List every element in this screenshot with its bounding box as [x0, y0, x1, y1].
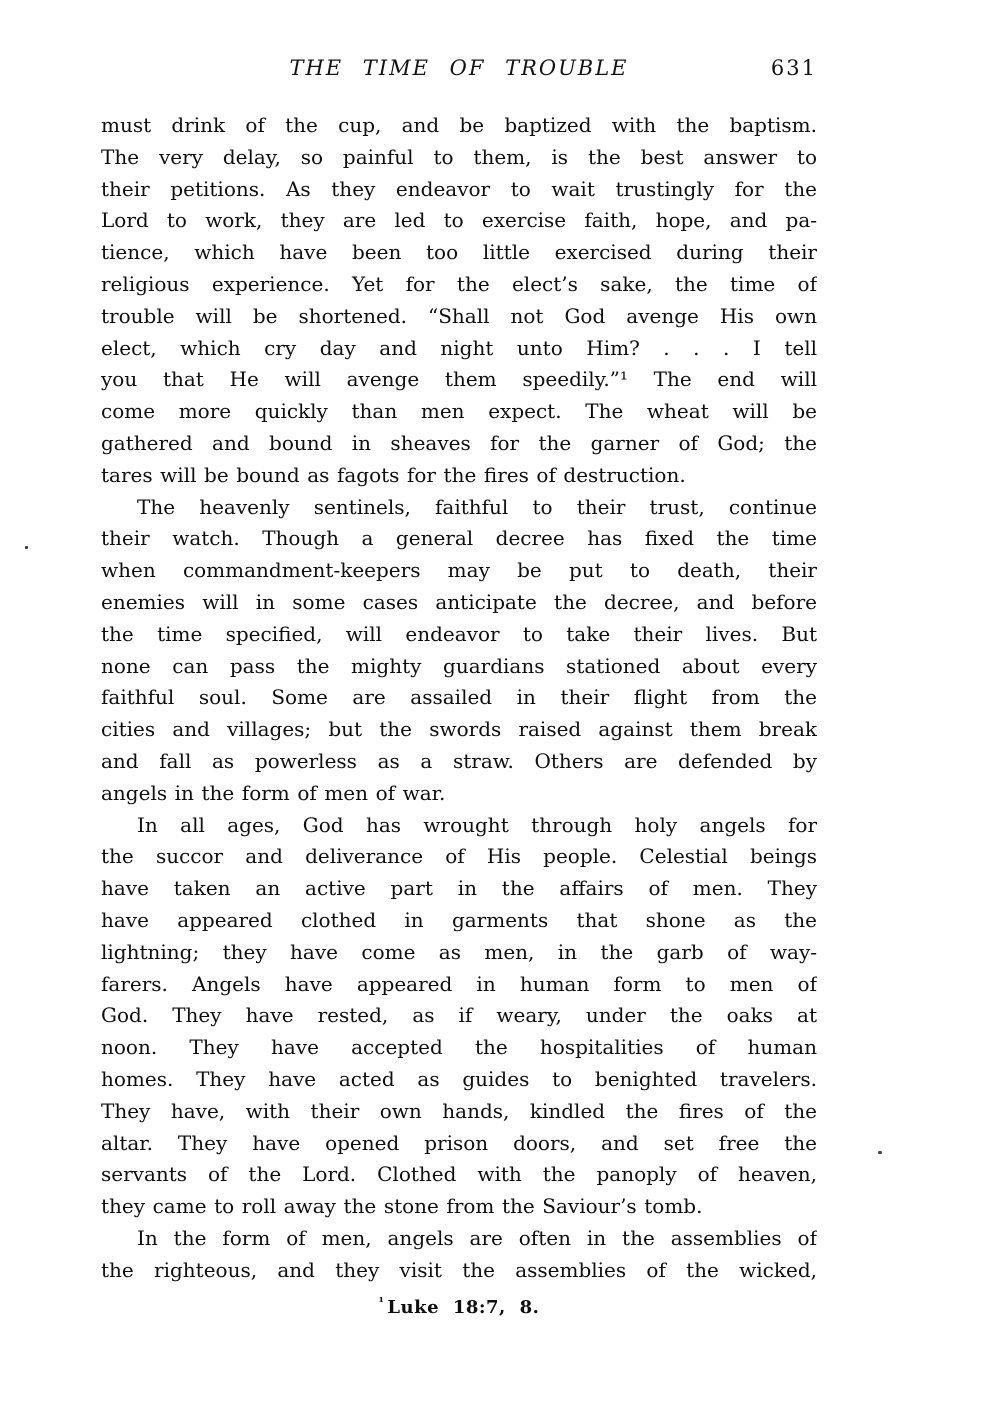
- text-line: their petitions. As they endeavor to wait trustingly for the: [101, 176, 817, 201]
- text-line: religious experience. Yet for the elect’s sake, the time of: [101, 271, 817, 296]
- text-line: angels in the form of men of war.: [101, 780, 446, 805]
- paragraph: [101, 110, 817, 492]
- footnote-marker: ¹: [378, 1295, 385, 1310]
- text-line: you that He will avenge them speedily.”¹ The end will: [101, 367, 817, 392]
- footnote-text: Luke 18:7, 8.: [387, 1297, 540, 1319]
- text-line: Lord to work, they are led to exercise faith, hope, and pa-: [101, 208, 817, 233]
- text-line: tares will be bound as fagots for the fires of destruction.: [101, 462, 686, 487]
- text-line: They have, with their own hands, kindled the fires of the: [101, 1098, 817, 1123]
- text-line: In all ages, God has wrought through holy angels for: [137, 812, 817, 837]
- footnote: [101, 1295, 817, 1318]
- text-line: come more quickly than men expect. The wheat will be: [101, 399, 817, 424]
- scan-speck: [25, 546, 28, 549]
- text-line: The very delay, so painful to them, is the best answer to: [101, 144, 817, 169]
- text-line: have taken an active part in the affairs of men. They: [101, 876, 817, 901]
- text-line: The heavenly sentinels, faithful to their trust, continue: [137, 494, 817, 519]
- text-line: elect, which cry day and night unto Him? . . . I tell: [101, 335, 817, 360]
- text-line: enemies will in some cases anticipate the decree, and before: [101, 589, 817, 614]
- text-line: homes. They have acted as guides to benighted travelers.: [101, 1066, 817, 1091]
- text-line: gathered and bound in sheaves for the garner of God; the: [101, 430, 817, 455]
- text-line: God. They have rested, as if weary, under the oaks at: [101, 1003, 817, 1028]
- text-line: tience, which have been too little exercised during their: [101, 240, 817, 265]
- text-line: and fall as powerless as a straw. Others are defended by: [101, 748, 817, 773]
- text-line: none can pass the mighty guardians stationed about every: [101, 653, 817, 678]
- text-line: the succor and deliverance of His people. Celestial beings: [101, 844, 817, 869]
- paragraph: [101, 810, 817, 1223]
- text-line: their watch. Though a general decree has fixed the time: [101, 526, 817, 551]
- page-number: 631: [770, 56, 817, 80]
- text-line: noon. They have accepted the hospitalities of human: [101, 1035, 817, 1060]
- page-title: THE TIME OF TROUBLE: [289, 56, 629, 80]
- text-line: the time specified, will endeavor to take their lives. But: [101, 621, 817, 646]
- text-line: must drink of the cup, and be baptized with the baptism.: [101, 113, 817, 137]
- text-line: farers. Angels have appeared in human form to men of: [101, 971, 817, 996]
- scan-speck: [878, 1151, 882, 1154]
- text-line: when commandment-keepers may be put to death, their: [101, 558, 817, 583]
- text-line: In the form of men, angels are often in the assemblies of: [137, 1225, 817, 1250]
- paragraph: [101, 1223, 817, 1287]
- text-line: the righteous, and they visit the assemblies of the wicked,: [101, 1257, 817, 1282]
- text-line: cities and villages; but the swords raised against them break: [101, 717, 817, 742]
- running-header: [101, 56, 817, 84]
- text-line: trouble will be shortened. “Shall not God avenge His own: [101, 303, 817, 328]
- text-line: altar. They have opened prison doors, and set free the: [101, 1130, 817, 1155]
- text-line: have appeared clothed in garments that shone as the: [101, 907, 817, 932]
- paragraph: [101, 492, 817, 810]
- text-line: servants of the Lord. Clothed with the panoply of heaven,: [101, 1162, 817, 1187]
- text-column: [101, 56, 817, 1318]
- body-text: [101, 110, 817, 1286]
- text-line: faithful soul. Some are assailed in their flight from the: [101, 685, 817, 710]
- text-line: lightning; they have come as men, in the garb of way-: [101, 939, 817, 964]
- text-line: they came to roll away the stone from the Saviour’s tomb.: [101, 1194, 703, 1219]
